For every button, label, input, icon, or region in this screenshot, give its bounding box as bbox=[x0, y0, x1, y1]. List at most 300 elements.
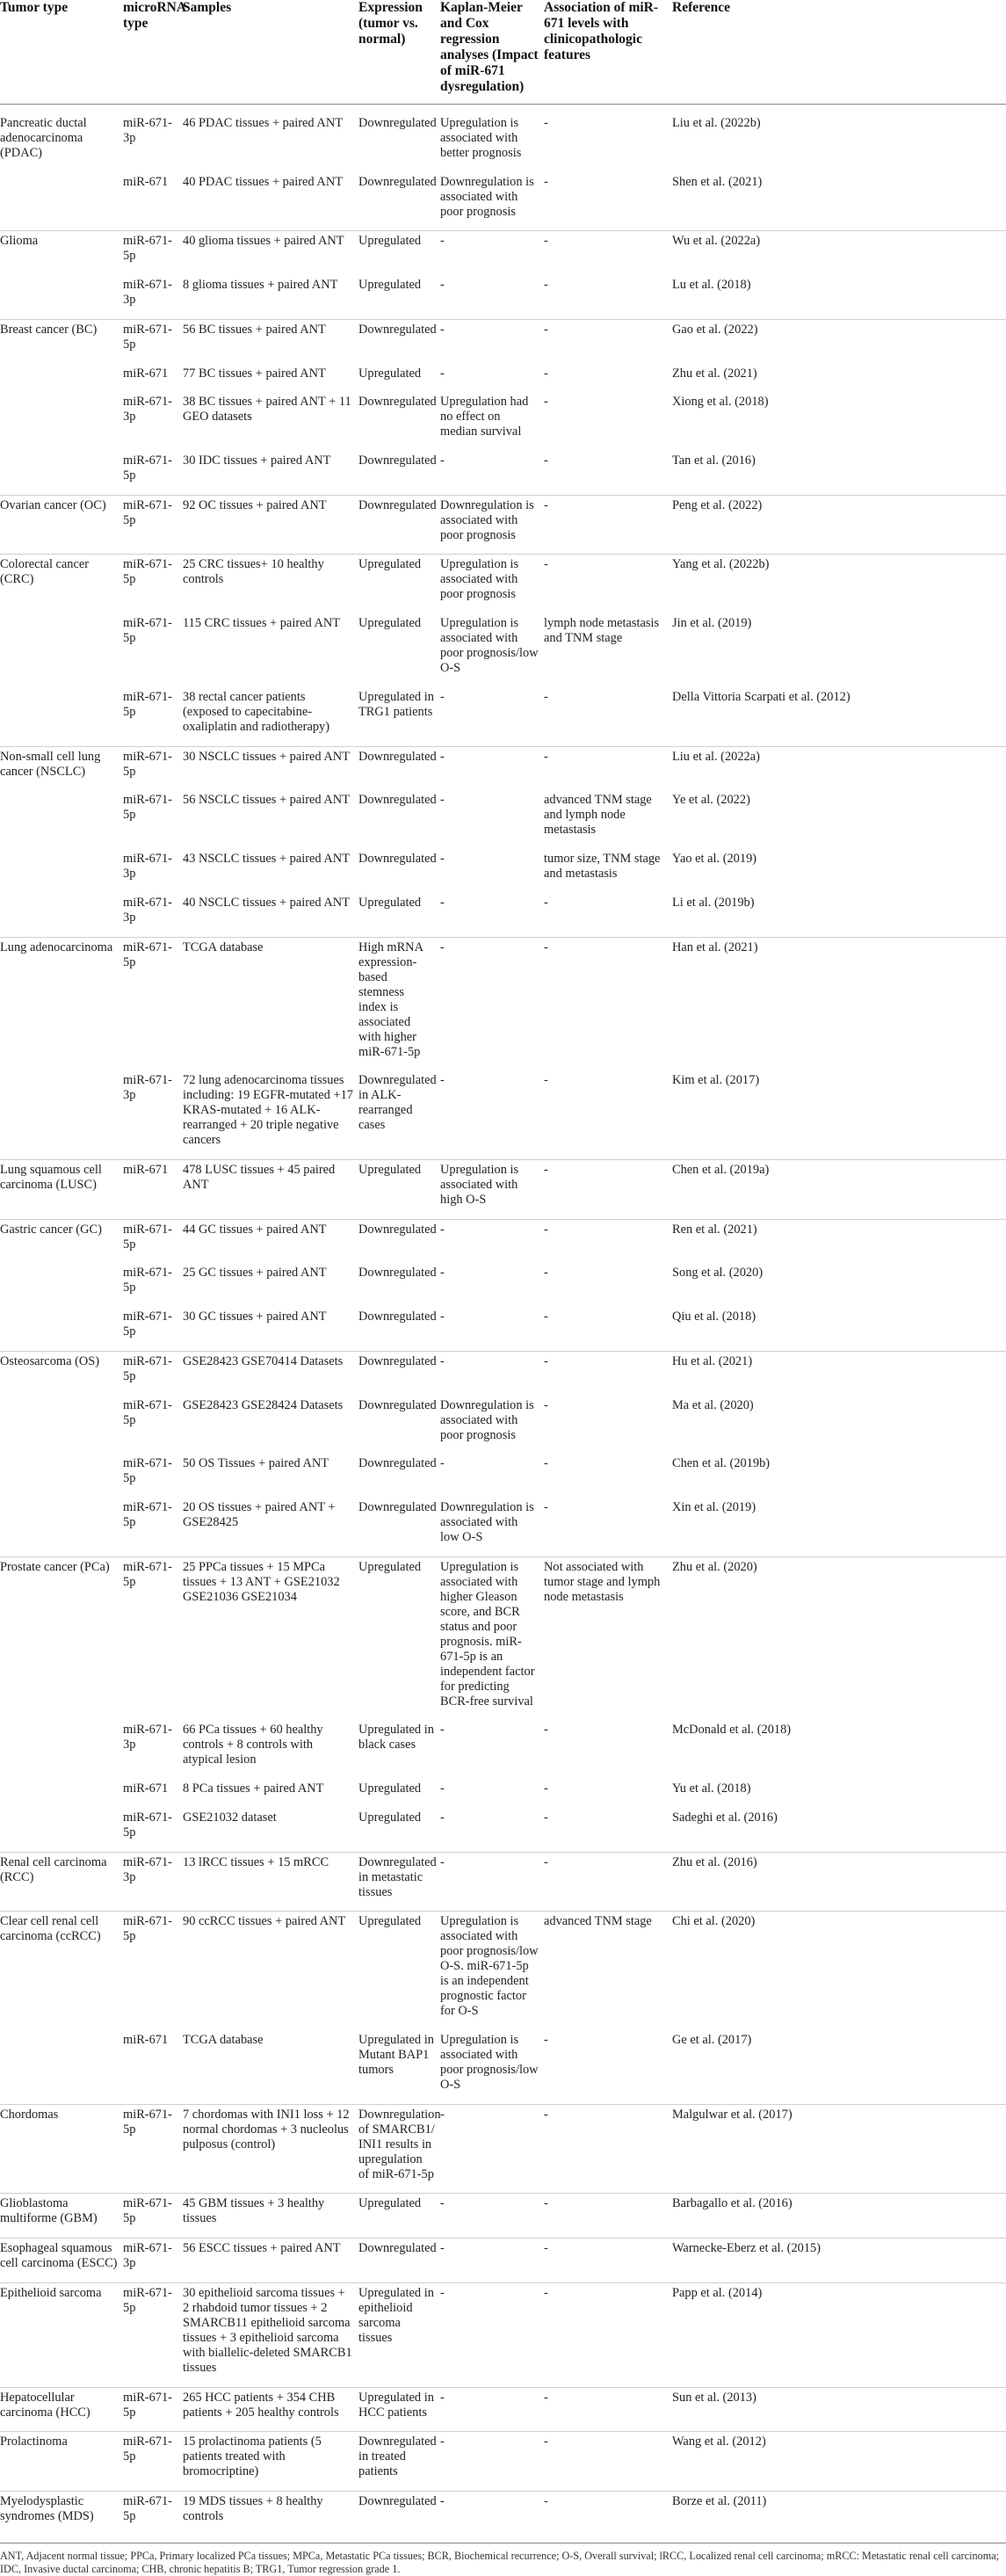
survival-analysis-cell: Upregulation is associated with poor prognosis/low O-S bbox=[440, 616, 539, 676]
reference-cell: Malgulwar et al. (2017) bbox=[672, 2104, 1006, 2194]
tumor-type-cell: Non-small cell lung cancer (NSCLC) bbox=[0, 746, 123, 937]
survival-analysis-cell: - bbox=[440, 2104, 544, 2194]
reference-cell: Tan et al. (2016) bbox=[672, 454, 756, 468]
microrna-type-cell: miR-671 bbox=[123, 1159, 183, 1219]
microrna-type-cell: miR-671-5p bbox=[123, 2282, 183, 2387]
microrna-type-cell: miR-671-5p bbox=[123, 2492, 183, 2536]
table-row bbox=[0, 1852, 1006, 1912]
microrna-type-cell: miR-671-5p bbox=[123, 1810, 172, 1839]
samples-cell: 265 HCC patients + 354 CHB patients + 205 healthy controls bbox=[183, 2387, 358, 2432]
table-row bbox=[0, 1720, 1006, 1779]
samples-cell: 56 ESCC tissues + paired ANT bbox=[183, 2239, 358, 2283]
survival-analysis-cell: - bbox=[440, 1219, 544, 1263]
survival-analysis-cell: - bbox=[440, 746, 544, 790]
microrna-type-cell: miR-671-5p bbox=[123, 937, 183, 1070]
expression-cell: Downregulated bbox=[358, 1351, 440, 1395]
reference-cell: Li et al. (2019b) bbox=[672, 895, 755, 910]
samples-cell: 56 BC tissues + paired ANT bbox=[183, 319, 358, 363]
reference-cell: Kim et al. (2017) bbox=[672, 1073, 760, 1088]
expression-cell: Downregulated bbox=[358, 2492, 440, 2536]
clinicopathologic-cell: lymph node metastasis and TNM stage bbox=[544, 616, 660, 646]
reference-cell: Jin et al. (2019) bbox=[672, 616, 752, 631]
microrna-type-cell: miR-671-5p bbox=[123, 793, 172, 823]
samples-cell: 25 GC tissues + paired ANT bbox=[183, 1266, 327, 1281]
expression-cell: Upregulated in Mutant BAP1 tumors bbox=[358, 2033, 434, 2077]
survival-analysis-cell: Downregulation is associated with poor prognosis bbox=[440, 495, 544, 555]
tumor-type-cell: Glioblastoma multiforme (GBM) bbox=[0, 2194, 123, 2239]
samples-cell: 56 NSCLC tissues + paired ANT bbox=[183, 793, 350, 808]
clinicopathologic-cell: Not associated with tumor stage and lymph node metastasis bbox=[544, 1556, 672, 1720]
clinicopathologic-cell: - bbox=[544, 2194, 672, 2239]
samples-cell: 40 NSCLC tissues + paired ANT bbox=[183, 895, 350, 910]
survival-analysis-cell: - bbox=[440, 2387, 544, 2432]
microrna-type-cell: miR-671-3p bbox=[123, 116, 172, 145]
microrna-type-cell: miR-671 bbox=[123, 2033, 169, 2047]
table-row bbox=[0, 275, 1006, 319]
clinicopathologic-cell: - bbox=[544, 2033, 548, 2047]
survival-analysis-cell: - bbox=[440, 2239, 544, 2283]
microrna-type-cell: miR-671-3p bbox=[123, 1723, 172, 1752]
clinicopathologic-cell: - bbox=[544, 116, 548, 130]
tumor-type-cell: Prolactinoma bbox=[0, 2432, 123, 2492]
expression-cell: Downregulated bbox=[358, 454, 437, 468]
survival-analysis-cell: - bbox=[440, 1852, 544, 1912]
survival-analysis-cell: Upregulation is associated with better prognosis bbox=[440, 116, 522, 160]
tumor-type-cell: Pancreatic ductal adenocarcinoma (PDAC) bbox=[0, 116, 87, 160]
clinicopathologic-cell: - bbox=[544, 1723, 548, 1738]
reference-cell: Xiong et al. (2018) bbox=[672, 395, 769, 410]
tumor-type-cell: Breast cancer (BC) bbox=[0, 319, 123, 495]
microrna-type-cell: miR-671-5p bbox=[123, 454, 172, 483]
expression-cell: Upregulated in HCC patients bbox=[358, 2387, 440, 2432]
samples-cell: 8 PCa tissues + paired ANT bbox=[183, 1781, 324, 1796]
microrna-type-cell: miR-671-5p bbox=[123, 2104, 183, 2194]
table-row bbox=[0, 1263, 1006, 1307]
microrna-type-cell: miR-671-5p bbox=[123, 1912, 183, 2030]
samples-cell: 46 PDAC tissues + paired ANT bbox=[183, 116, 343, 130]
expression-cell: Downregulated bbox=[358, 1266, 437, 1281]
microrna-type-cell: miR-671 bbox=[123, 1781, 169, 1796]
samples-cell: 19 MDS tissues + 8 healthy controls bbox=[183, 2492, 358, 2536]
samples-cell: 45 GBM tissues + 3 healthy tissues bbox=[183, 2194, 358, 2239]
microrna-type-cell: miR-671-5p bbox=[123, 2432, 183, 2492]
reference-cell: Barbagallo et al. (2016) bbox=[672, 2194, 1006, 2239]
table-row bbox=[0, 937, 1006, 1070]
reference-cell: Sun et al. (2013) bbox=[672, 2387, 1006, 2432]
clinicopathologic-cell: - bbox=[544, 1073, 548, 1088]
expression-cell: Downregulated bbox=[358, 174, 437, 189]
reference-cell: Ge et al. (2017) bbox=[672, 2033, 752, 2047]
expression-cell: Downregulated bbox=[358, 1219, 440, 1263]
expression-cell: Upregulated in black cases bbox=[358, 1723, 434, 1752]
survival-analysis-cell: - bbox=[440, 689, 445, 704]
microrna-type-cell: miR-671-3p bbox=[123, 895, 172, 925]
expression-cell: Upregulated bbox=[358, 1159, 440, 1219]
clinicopathologic-cell: - bbox=[544, 2104, 672, 2194]
microrna-type-cell: miR-671-5p bbox=[123, 1456, 172, 1486]
expression-cell: Downregulated in ALK-rearranged cases bbox=[358, 1073, 437, 1133]
header-cell: microRNA type bbox=[123, 0, 183, 105]
expression-cell: Downregulated bbox=[358, 495, 440, 555]
samples-cell: 72 lung adenocarcinoma tissues including: 19 EGFR-mutated +17 KRAS-mutated + 16 ALK-rearranged + 20 triple negative cancers bbox=[183, 1073, 353, 1148]
table-row bbox=[0, 231, 1006, 275]
clinicopathologic-cell: - bbox=[544, 366, 548, 381]
reference-cell: Han et al. (2021) bbox=[672, 937, 1006, 1070]
samples-cell: 30 GC tissues + paired ANT bbox=[183, 1310, 327, 1324]
table-row bbox=[0, 1351, 1006, 1395]
tumor-type-cell: Lung adenocarcinoma bbox=[0, 937, 123, 1159]
table-row bbox=[0, 1498, 1006, 1556]
samples-cell: 38 BC tissues + paired ANT + 11 GEO datasets bbox=[183, 395, 351, 424]
table-row bbox=[0, 1396, 1006, 1455]
samples-cell: 25 CRC tissues+ 10 healthy controls bbox=[183, 555, 358, 613]
reference-cell: Chen et al. (2019a) bbox=[672, 1159, 1006, 1219]
samples-cell: 15 prolactinoma patients (5 patients treated with bromocriptine) bbox=[183, 2432, 358, 2492]
samples-cell: TCGA database bbox=[183, 937, 358, 1070]
clinicopathologic-cell: advanced TNM stage and lymph node metastasis bbox=[544, 793, 652, 838]
microrna-type-cell: miR-671-5p bbox=[123, 1351, 183, 1395]
reference-cell: Liu et al. (2022b) bbox=[672, 116, 761, 130]
survival-analysis-cell: - bbox=[440, 2432, 544, 2492]
table-row bbox=[0, 687, 1006, 746]
microrna-type-cell: miR-671-5p bbox=[123, 319, 183, 363]
clinicopathologic-cell: - bbox=[544, 174, 548, 189]
table-row bbox=[0, 1307, 1006, 1351]
survival-analysis-cell: - bbox=[440, 278, 445, 293]
survival-analysis-cell: - bbox=[440, 2194, 544, 2239]
survival-analysis-cell: - bbox=[440, 852, 445, 867]
survival-analysis-cell: - bbox=[440, 1351, 544, 1395]
table-body bbox=[0, 105, 1006, 2536]
survival-analysis-cell: Upregulation is associated with poor prognosis/low O-S bbox=[440, 2033, 539, 2092]
samples-cell: 66 PCa tissues + 60 healthy controls + 8 controls with atypical lesion bbox=[183, 1723, 323, 1767]
microrna-type-cell: miR-671-3p bbox=[123, 1073, 172, 1103]
tumor-type-cell: Lung squamous cell carcinoma (LUSC) bbox=[0, 1159, 123, 1219]
expression-cell: Downregulated bbox=[358, 319, 440, 363]
expression-cell: Upregulated bbox=[358, 231, 440, 275]
clinicopathologic-cell: - bbox=[544, 231, 672, 275]
expression-cell: Upregulated bbox=[358, 895, 422, 910]
samples-cell: 92 OC tissues + paired ANT bbox=[183, 495, 358, 555]
table-row bbox=[0, 849, 1006, 893]
clinicopathologic-cell: - bbox=[544, 895, 548, 910]
expression-cell: Downregulated bbox=[358, 793, 437, 808]
reference-cell: Peng et al. (2022) bbox=[672, 495, 1006, 555]
clinicopathologic-cell: - bbox=[544, 2387, 672, 2432]
survival-analysis-cell: - bbox=[440, 2492, 544, 2536]
table-row bbox=[0, 2492, 1006, 2536]
survival-analysis-cell: Upregulation is associated with higher Gleason score, and BCR status and poor prognosis. miR-671-5p is an independent factor for predicting BCR-free survival bbox=[440, 1556, 544, 1720]
samples-cell: GSE21032 dataset bbox=[183, 1810, 277, 1825]
expression-cell: Upregulated in TRG1 patients bbox=[358, 689, 434, 719]
table-row bbox=[0, 2387, 1006, 2432]
samples-cell: 25 PPCa tissues + 15 MPCa tissues + 13 ANT + GSE21032 GSE21036 GSE21034 bbox=[183, 1556, 358, 1720]
clinicopathologic-cell: - bbox=[544, 319, 672, 363]
survival-analysis-cell: - bbox=[440, 454, 445, 468]
clinicopathologic-cell: - bbox=[544, 1397, 548, 1412]
microrna-type-cell: miR-671-5p bbox=[123, 1266, 172, 1295]
microrna-type-cell: miR-671-5p bbox=[123, 616, 172, 646]
tumor-type-cell: Gastric cancer (GC) bbox=[0, 1219, 123, 1351]
microrna-type-cell: miR-671-3p bbox=[123, 278, 172, 308]
reference-cell: Yao et al. (2019) bbox=[672, 852, 757, 867]
table-row bbox=[0, 392, 1006, 451]
samples-cell: GSE28423 GSE70414 Datasets bbox=[183, 1351, 358, 1395]
reference-cell: Ye et al. (2022) bbox=[672, 793, 750, 808]
expression-cell: Downregulated in treated patients bbox=[358, 2432, 440, 2492]
clinicopathologic-cell: - bbox=[544, 1499, 548, 1514]
reference-cell: Wu et al. (2022a) bbox=[672, 231, 1006, 275]
reference-cell: Zhu et al. (2016) bbox=[672, 1852, 1006, 1912]
survival-analysis-cell: - bbox=[440, 1723, 445, 1738]
expression-cell: Upregulated bbox=[358, 1912, 440, 2030]
microrna-type-cell: miR-671-5p bbox=[123, 1556, 183, 1720]
microrna-type-cell: miR-671-5p bbox=[123, 2387, 183, 2432]
expression-cell: Downregulated bbox=[358, 1397, 437, 1412]
table-row bbox=[0, 2104, 1006, 2194]
reference-cell: Ma et al. (2020) bbox=[672, 1397, 754, 1412]
reference-cell: McDonald et al. (2018) bbox=[672, 1723, 792, 1738]
samples-cell: 30 IDC tissues + paired ANT bbox=[183, 454, 331, 468]
header-cell: Reference bbox=[672, 0, 1006, 105]
clinicopathologic-cell: - bbox=[544, 454, 548, 468]
samples-cell: 43 NSCLC tissues + paired ANT bbox=[183, 852, 350, 867]
expression-cell: Upregulated bbox=[358, 1810, 422, 1825]
expression-cell: Upregulated bbox=[358, 616, 422, 631]
table-row bbox=[0, 1912, 1006, 2030]
header-cell: Tumor type bbox=[0, 0, 123, 105]
samples-cell: 30 NSCLC tissues + paired ANT bbox=[183, 746, 358, 790]
reference-cell: Zhu et al. (2021) bbox=[672, 366, 757, 381]
expression-cell: Downregulated bbox=[358, 2239, 440, 2283]
clinicopathologic-cell: - bbox=[544, 1219, 672, 1263]
microrna-type-cell: miR-671-5p bbox=[123, 231, 183, 275]
clinicopathologic-cell: - bbox=[544, 495, 672, 555]
table-row bbox=[0, 1219, 1006, 1263]
tumor-type-cell: Osteosarcoma (OS) bbox=[0, 1351, 123, 1556]
clinicopathologic-cell: - bbox=[544, 395, 548, 410]
clinicopathologic-cell: - bbox=[544, 937, 672, 1070]
microrna-type-cell: miR-671-3p bbox=[123, 852, 172, 882]
microrna-type-cell: miR-671 bbox=[123, 174, 169, 189]
samples-cell: 50 OS Tissues + paired ANT bbox=[183, 1456, 329, 1471]
samples-cell: TCGA database bbox=[183, 2033, 264, 2047]
table-row bbox=[0, 1070, 1006, 1159]
clinicopathologic-cell: - bbox=[544, 2282, 672, 2387]
survival-analysis-cell: Upregulation is associated with poor prognosis bbox=[440, 555, 544, 613]
tumor-type-cell: Prostate cancer (PCa) bbox=[0, 1556, 123, 1852]
expression-cell: Downregulated bbox=[358, 746, 440, 790]
microrna-type-cell: miR-671-5p bbox=[123, 746, 183, 790]
clinicopathologic-cell: advanced TNM stage bbox=[544, 1912, 672, 2030]
survival-analysis-cell: - bbox=[440, 1456, 445, 1471]
table-row bbox=[0, 495, 1006, 555]
expression-cell: Upregulated bbox=[358, 2194, 440, 2239]
microrna-type-cell: miR-671-5p bbox=[123, 1310, 172, 1339]
microrna-type-cell: miR-671-5p bbox=[123, 689, 172, 719]
table-footnote: ANT, Adjacent normal tissue; PPCa, Primary localized PCa tissues; MPCa, Metastatic PCa tissues; BCR, Biochemical recurrence; O-S, Overall survival; lRCC, Localized renal cell carcinoma; mRCC: Metastatic renal cell carcinoma; IDC, Invasive ductal carcinoma; CHB, chronic hepatitis B; TRG1, Tumor regression grade 1. bbox=[0, 2543, 1006, 2576]
survival-analysis-cell: Downregulation is associated with poor prognosis bbox=[440, 174, 534, 219]
microrna-type-cell: miR-671-3p bbox=[123, 2239, 183, 2283]
clinicopathologic-cell: - bbox=[544, 1351, 672, 1395]
table-row bbox=[0, 451, 1006, 495]
microrna-type-cell: miR-671-5p bbox=[123, 495, 183, 555]
samples-cell: 478 LUSC tissues + 45 paired ANT bbox=[183, 1159, 358, 1219]
expression-cell: Downregulated in metastatic tissues bbox=[358, 1852, 440, 1912]
tumor-type-cell: Esophageal squamous cell carcinoma (ESCC) bbox=[0, 2239, 123, 2283]
clinicopathologic-cell: - bbox=[544, 1781, 548, 1796]
survival-analysis-cell: Downregulation is associated with low O-S bbox=[440, 1499, 534, 1544]
clinicopathologic-cell: - bbox=[544, 2432, 672, 2492]
survival-analysis-cell: - bbox=[440, 2282, 544, 2387]
microrna-type-cell: miR-671 bbox=[123, 366, 169, 381]
clinicopathologic-cell: - bbox=[544, 1456, 548, 1471]
table-row bbox=[0, 2432, 1006, 2492]
reference-cell: Sadeghi et al. (2016) bbox=[672, 1810, 778, 1825]
survival-analysis-cell: - bbox=[440, 1073, 445, 1088]
reference-cell: Ren et al. (2021) bbox=[672, 1219, 1006, 1263]
samples-cell: 20 OS tissues + paired ANT + GSE28425 bbox=[183, 1499, 336, 1529]
expression-cell: Upregulated bbox=[358, 555, 440, 613]
expression-cell: Downregulated bbox=[358, 852, 437, 867]
expression-cell: Upregulated bbox=[358, 366, 422, 381]
table-header bbox=[0, 0, 1006, 105]
samples-cell: 8 glioma tissues + paired ANT bbox=[183, 278, 338, 293]
samples-cell: 38 rectal cancer patients (exposed to capecitabine-oxaliplatin and radiotherapy) bbox=[183, 689, 330, 734]
microrna-type-cell: miR-671-3p bbox=[123, 395, 172, 424]
table-row bbox=[0, 1556, 1006, 1720]
clinicopathologic-cell: - bbox=[544, 1852, 672, 1912]
microrna-type-cell: miR-671-5p bbox=[123, 2194, 183, 2239]
header-cell: Kaplan-Meier and Cox regression analyses (Impact of miR-671 dysregulation) bbox=[440, 0, 544, 105]
reference-cell: Xin et al. (2019) bbox=[672, 1499, 756, 1514]
expression-cell: Upregulated bbox=[358, 278, 422, 293]
reference-cell: Gao et al. (2022) bbox=[672, 319, 1006, 363]
reference-cell: Zhu et al. (2020) bbox=[672, 1556, 1006, 1720]
tumor-type-cell: Myelodysplastic syndromes (MDS) bbox=[0, 2492, 123, 2536]
samples-cell: 40 glioma tissues + paired ANT bbox=[183, 231, 358, 275]
survival-analysis-cell: Downregulation is associated with poor prognosis bbox=[440, 1397, 534, 1442]
table-row bbox=[0, 746, 1006, 790]
samples-cell: GSE28423 GSE28424 Datasets bbox=[183, 1397, 344, 1412]
samples-cell: 44 GC tissues + paired ANT bbox=[183, 1219, 358, 1263]
reference-cell: Borze et al. (2011) bbox=[672, 2492, 1006, 2536]
survival-analysis-cell: - bbox=[440, 1781, 445, 1796]
header-cell: Association of miR-671 levels with clinicopathologic features bbox=[544, 0, 672, 105]
table-row bbox=[0, 105, 1006, 172]
tumor-type-cell: Ovarian cancer (OC) bbox=[0, 495, 123, 555]
survival-analysis-cell: Upregulation had no effect on median survival bbox=[440, 395, 529, 439]
reference-cell: Hu et al. (2021) bbox=[672, 1351, 1006, 1395]
reference-cell: Lu et al. (2018) bbox=[672, 278, 751, 293]
table-row bbox=[0, 1808, 1006, 1852]
table-row bbox=[0, 2239, 1006, 2283]
expression-cell: Downregulated bbox=[358, 116, 437, 130]
clinicopathologic-cell: - bbox=[544, 1810, 548, 1825]
clinicopathologic-cell: - bbox=[544, 2492, 672, 2536]
table-row bbox=[0, 172, 1006, 231]
expression-cell: High mRNA expression-based stemness index is associated with higher miR-671-5p bbox=[358, 937, 440, 1070]
samples-cell: 90 ccRCC tissues + paired ANT bbox=[183, 1912, 358, 2030]
tumor-type-cell: Epithelioid sarcoma bbox=[0, 2282, 123, 2387]
survival-analysis-cell: - bbox=[440, 319, 544, 363]
reference-cell: Papp et al. (2014) bbox=[672, 2282, 1006, 2387]
microrna-type-cell: miR-671-5p bbox=[123, 1499, 172, 1529]
tumor-type-cell: Chordomas bbox=[0, 2104, 123, 2194]
expression-cell: Downregulation of SMARCB1/ INI1 results in upregulation of miR-671-5p bbox=[358, 2104, 440, 2194]
reference-cell: Qiu et al. (2018) bbox=[672, 1310, 756, 1324]
expression-cell: Upregulated bbox=[358, 1556, 440, 1720]
tumor-type-cell: Hepatocellular carcinoma (HCC) bbox=[0, 2387, 123, 2432]
header-cell: Samples bbox=[183, 0, 358, 105]
survival-analysis-cell: Upregulation is associated with poor prognosis/low O-S. miR-671-5p is an independent prognostic factor for O-S bbox=[440, 1912, 544, 2030]
microrna-type-cell: miR-671-5p bbox=[123, 1219, 183, 1263]
expression-cell: Downregulated bbox=[358, 1499, 437, 1514]
clinicopathologic-cell: - bbox=[544, 2239, 672, 2283]
clinicopathologic-cell: - bbox=[544, 1310, 548, 1324]
reference-cell: Della Vittoria Scarpati et al. (2012) bbox=[672, 689, 850, 704]
table-row bbox=[0, 1454, 1006, 1498]
clinicopathologic-cell: tumor size, TNM stage and metastasis bbox=[544, 852, 661, 882]
reference-cell: Song et al. (2020) bbox=[672, 1266, 764, 1281]
samples-cell: 77 BC tissues + paired ANT bbox=[183, 366, 326, 381]
survival-analysis-cell: - bbox=[440, 937, 544, 1070]
expression-cell: Downregulated bbox=[358, 1310, 437, 1324]
table-row bbox=[0, 790, 1006, 849]
clinicopathologic-cell: - bbox=[544, 689, 548, 704]
survival-analysis-cell: Upregulation is associated with high O-S bbox=[440, 1159, 544, 1219]
clinicopathologic-cell: - bbox=[544, 278, 548, 293]
table-row bbox=[0, 613, 1006, 687]
reference-cell: Yu et al. (2018) bbox=[672, 1781, 751, 1796]
survival-analysis-cell: - bbox=[440, 366, 445, 381]
clinicopathologic-cell: - bbox=[544, 1159, 672, 1219]
reference-cell: Chi et al. (2020) bbox=[672, 1912, 1006, 2030]
survival-analysis-cell: - bbox=[440, 1810, 445, 1825]
survival-analysis-cell: - bbox=[440, 231, 544, 275]
clinicopathologic-cell: - bbox=[544, 555, 672, 613]
samples-cell: 30 epithelioid sarcoma tissues + 2 rhabdoid tumor tissues + 2 SMARCB11 epithelioid sarcoma tissues + 3 epithelioid sarcoma with biallelic-deleted SMARCB1 tissues bbox=[183, 2282, 358, 2387]
microrna-type-cell: miR-671-5p bbox=[123, 1397, 172, 1427]
reference-cell: Liu et al. (2022a) bbox=[672, 746, 1006, 790]
reference-cell: Chen et al. (2019b) bbox=[672, 1456, 771, 1471]
table-row bbox=[0, 2282, 1006, 2387]
survival-analysis-cell: - bbox=[440, 1266, 445, 1281]
table-row bbox=[0, 1159, 1006, 1219]
survival-analysis-cell: - bbox=[440, 793, 445, 808]
table-row bbox=[0, 893, 1006, 937]
survival-analysis-cell: - bbox=[440, 895, 445, 910]
expression-cell: Downregulated bbox=[358, 395, 437, 410]
clinicopathologic-cell: - bbox=[544, 746, 672, 790]
reference-cell: Wang et al. (2012) bbox=[672, 2432, 1006, 2492]
microrna-type-cell: miR-671-3p bbox=[123, 1852, 183, 1912]
samples-cell: 115 CRC tissues + paired ANT bbox=[183, 616, 341, 631]
expression-cell: Upregulated in epithelioid sarcoma tissues bbox=[358, 2282, 440, 2387]
reference-cell: Warnecke-Eberz et al. (2015) bbox=[672, 2239, 1006, 2283]
table-row bbox=[0, 364, 1006, 393]
tumor-type-cell: Clear cell renal cell carcinoma (ccRCC) bbox=[0, 1912, 123, 2104]
survival-analysis-cell: - bbox=[440, 1310, 445, 1324]
table-row bbox=[0, 2194, 1006, 2239]
samples-cell: 13 lRCC tissues + 15 mRCC bbox=[183, 1852, 358, 1912]
table-row bbox=[0, 1779, 1006, 1808]
table-row bbox=[0, 555, 1006, 613]
table-row bbox=[0, 2030, 1006, 2104]
reference-cell: Yang et al. (2022b) bbox=[672, 555, 1006, 613]
tumor-type-cell: Colorectal cancer (CRC) bbox=[0, 555, 123, 746]
expression-cell: Upregulated bbox=[358, 1781, 422, 1796]
